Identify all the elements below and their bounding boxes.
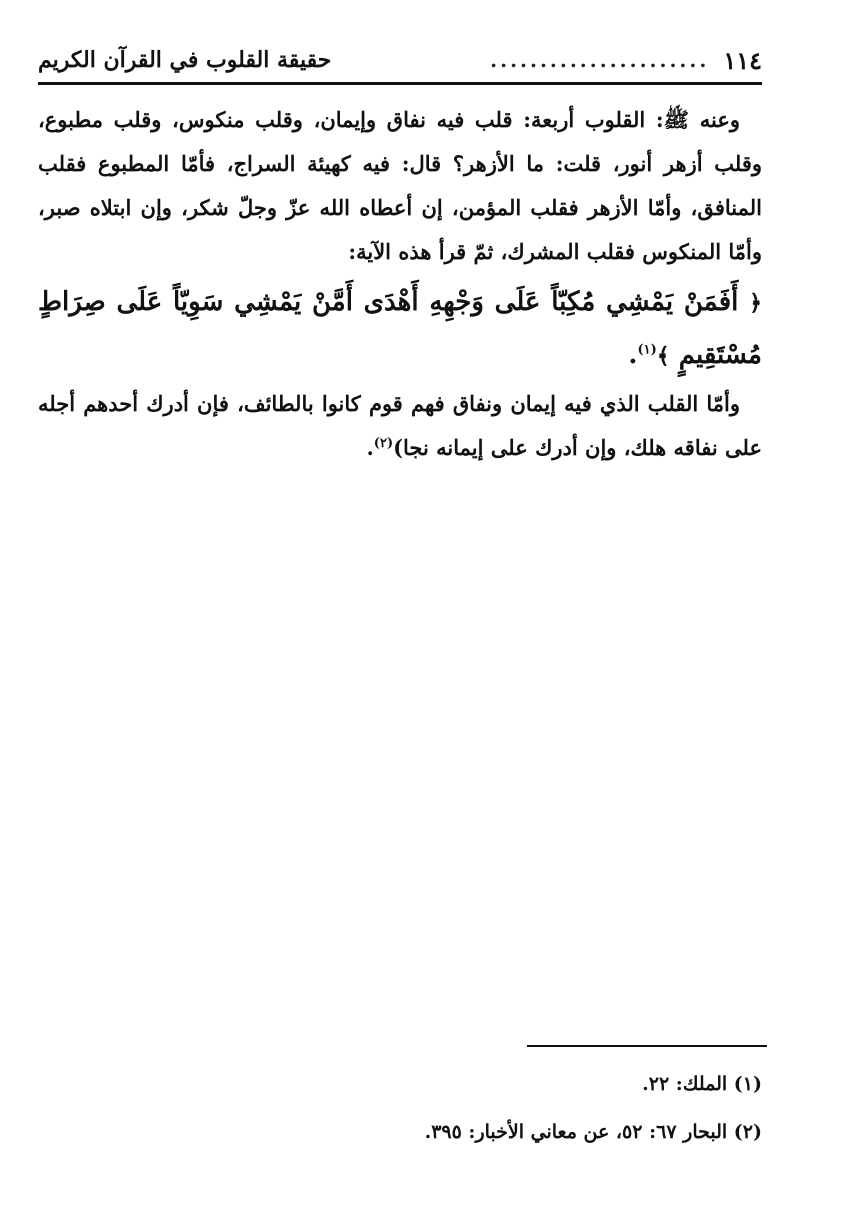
quran-close-bracket: ﴾: [656, 343, 670, 369]
quran-verse: [38, 276, 762, 382]
quran-verse-text: أَفَمَنْ يَمْشِي مُكِبّاً عَلَى وَجْهِهِ أَهْدَى أَمَّنْ يَمْشِي سَوِيّاً عَلَى صِرَاطٍ مُسْتَقِيمٍ: [38, 287, 762, 370]
main-text: [38, 98, 762, 470]
footnotes: [38, 1062, 762, 1158]
page-header: [38, 38, 762, 85]
footnote-1: (١) الملك: ٢٢.: [642, 1073, 762, 1095]
paragraph-end-mark: .: [366, 435, 374, 460]
running-title: حقيقة القلوب في القرآن الكريم: [38, 47, 332, 73]
hypocrisy-text: وأمّا القلب الذي فيه إيمان ونفاق فهم قوم كانوا بالطائف، فإن أدرك أحدهم أجله على نفاقه هلك، وإن أدرك على إيمانه نجا): [38, 391, 762, 460]
footnote-ref-2: (٢): [373, 436, 394, 451]
quran-end-mark: .: [628, 340, 638, 370]
quran-open-bracket: ﴿: [749, 290, 762, 316]
page-number: ١١٤: [723, 45, 762, 75]
footnote-separator: [527, 1045, 767, 1047]
header-leader-dots: ......................: [490, 48, 710, 72]
footnote-2: (٢) البحار ٦٧: ٥٢، عن معاني الأخبار: ٣٩٥.: [424, 1121, 762, 1143]
hadith-paragraph: [38, 98, 762, 274]
hypocrisy-paragraph: [38, 382, 762, 470]
hadith-text: وعنه ﷺ: القلوب أربعة: قلب فيه نفاق وإيمان، وقلب منكوس، وقلب مطبوع، وقلب أزهر أنور، قلت: ما الأزهر؟ قال: فيه كهيئة السراج، فأمّا المطبوع فقلب المنافق، وأمّا الأزهر فقلب المؤمن، إن أعطاه الله عزّ وجلّ شكر، وإن ابتلاه صبر، وأمّا المنكوس فقلب المشرك، ثمّ قرأ هذه الآية:: [38, 107, 762, 264]
footnote-ref-1: (١): [637, 342, 657, 358]
